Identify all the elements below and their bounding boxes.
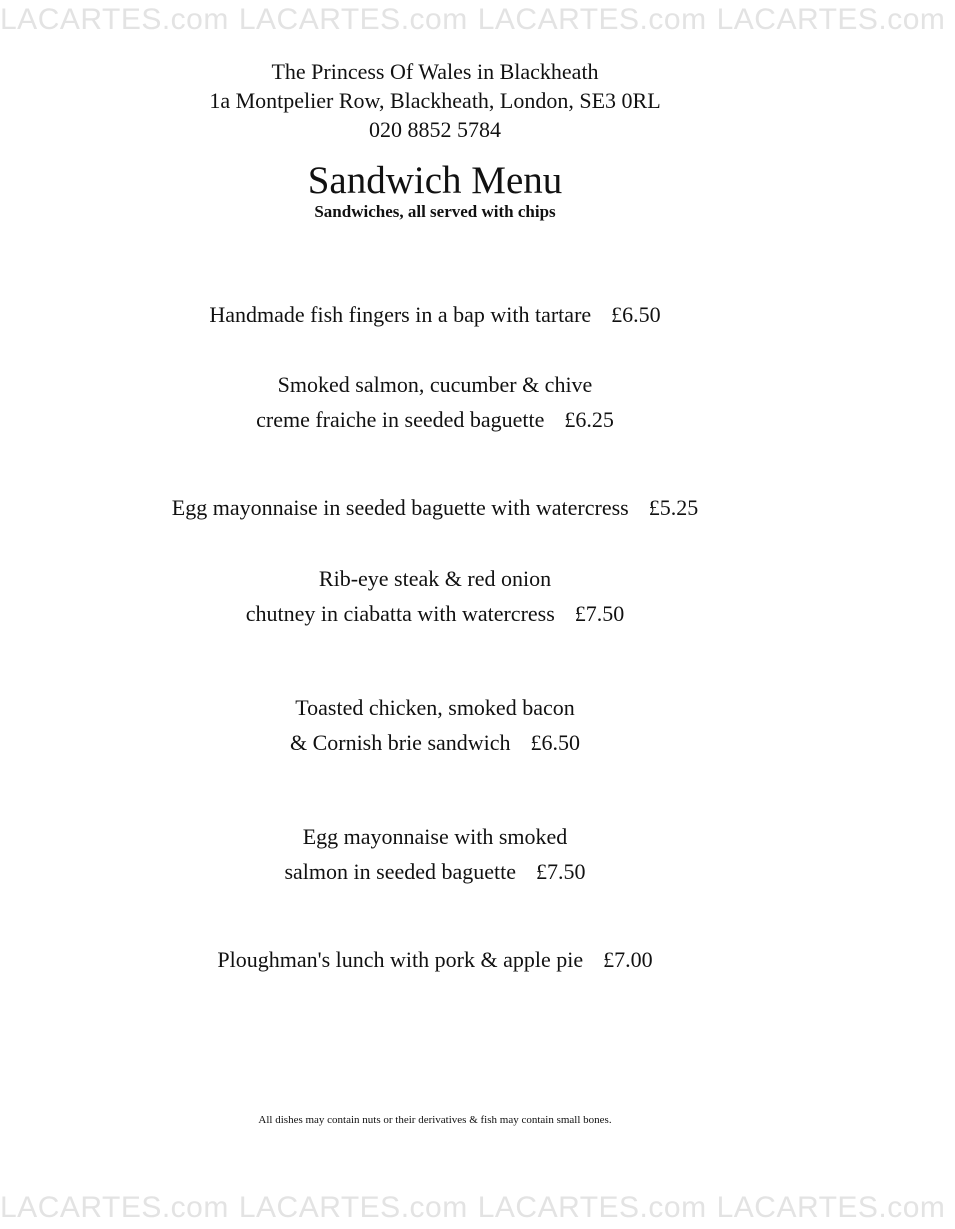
menu-item-egg-mayonnaise: [0, 490, 870, 525]
menu-item-line: [0, 490, 870, 525]
menu-item-smoked-salmon: [0, 367, 870, 437]
watermark-text: LACARTES.com: [238, 3, 468, 36]
menu-subtitle: Sandwiches, all served with chips: [314, 202, 556, 221]
menu-item-price: £7.00: [603, 947, 653, 972]
menu-item-description: Egg mayonnaise in seeded baguette with watercress: [171, 495, 629, 520]
menu-item-price: £7.50: [574, 601, 625, 626]
menu-item-price: £6.50: [611, 302, 661, 327]
menu-item-description: & Cornish brie sandwich: [289, 730, 511, 755]
menu-item-line: [0, 596, 870, 631]
menu-item-price: £5.25: [648, 495, 699, 520]
menu-item-rib-eye-steak: [0, 561, 870, 631]
menu-item-price: £6.25: [564, 407, 614, 432]
watermark-bottom: [0, 1190, 946, 1226]
restaurant-name: The Princess Of Wales in Blackheath: [271, 59, 599, 84]
menu-item-description: Rib-eye steak & red onion: [318, 566, 552, 591]
menu-title: Sandwich Menu: [307, 159, 563, 202]
menu-item-line: [0, 297, 870, 332]
watermark-top: [0, 2, 946, 38]
watermark-text: LACARTES.com: [477, 1191, 707, 1224]
menu-item-description: creme fraiche in seeded baguette: [256, 407, 545, 432]
menu-item-description: Ploughman's lunch with pork & apple pie: [217, 947, 584, 972]
watermark-text: LACARTES.com: [716, 3, 946, 36]
allergen-note: All dishes may contain nuts or their derivatives & fish may contain small bones.: [258, 1114, 612, 1126]
restaurant-address: 1a Montpelier Row, Blackheath, London, SE3 0RL: [209, 88, 661, 113]
menu-item-description: chutney in ciabatta with watercress: [245, 601, 555, 626]
menu-item-description: Toasted chicken, smoked bacon: [295, 695, 575, 720]
watermark-text: LACARTES.com: [238, 1191, 468, 1224]
menu-item-line: [0, 854, 870, 889]
watermark-text: LACARTES.com: [477, 3, 707, 36]
restaurant-phone: 020 8852 5784: [369, 117, 501, 142]
menu-item-fish-fingers: [0, 297, 870, 332]
menu-item-description: salmon in seeded baguette: [284, 859, 517, 884]
menu-item-line: [0, 402, 870, 437]
menu-item-description: Egg mayonnaise with smoked: [302, 824, 568, 849]
menu-item-egg-salmon: [0, 819, 870, 889]
menu-item-ploughmans-lunch: [0, 942, 870, 977]
menu-item-line: [0, 942, 870, 977]
menu-item-description: Smoked salmon, cucumber & chive: [277, 372, 593, 397]
menu-item-line: [0, 725, 870, 760]
watermark-text: LACARTES.com: [0, 3, 229, 36]
menu-item-price: £6.50: [530, 730, 581, 755]
menu-item-description: Handmade fish fingers in a bap with tartare: [209, 302, 592, 327]
menu-item-toasted-chicken: [0, 690, 870, 760]
menu-item-price: £7.50: [536, 859, 586, 884]
watermark-text: LACARTES.com: [0, 1191, 229, 1224]
restaurant-header: [0, 57, 870, 144]
watermark-text: LACARTES.com: [716, 1191, 946, 1224]
